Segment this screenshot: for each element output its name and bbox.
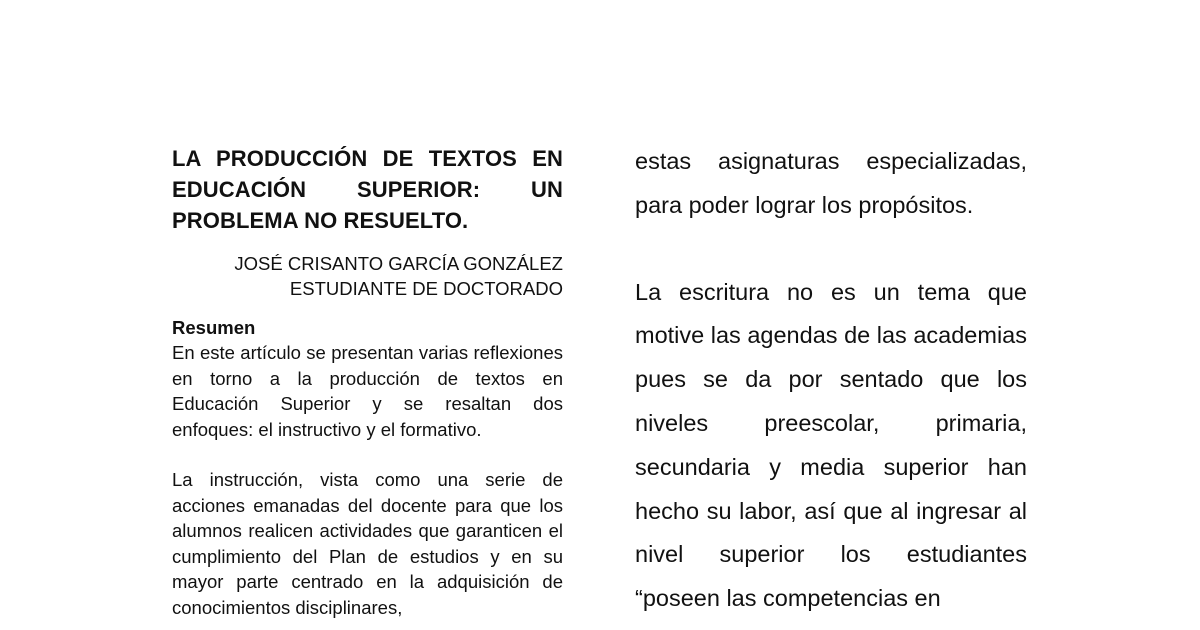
paragraph-spacer [635,228,1027,271]
author-name: JOSÉ CRISANTO GARCÍA GONZÁLEZ [234,253,563,274]
abstract-text: En este artículo se presentan varias reflexiones en torno a la producción de textos en Educación Superior y se resaltan dos enfoques: el instructivo y el formativo. [172,342,563,440]
right-column [635,140,1027,621]
left-paragraph: La instrucción, vista como una serie de acciones emanadas del docente para que los alumnos realicen actividades que garanticen el cumplimiento del Plan de estudios y en su mayor parte centrado en la adquisición de conocimientos disciplinares, [172,469,563,618]
author-block [172,251,563,301]
right-paragraph-2: La escritura no es un tema que motive las agendas de las academias pues se da por sentado que los niveles preescolar, primaria, secundaria y media superior han hecho su labor, así que al ingresar al nivel superior los estudiantes “poseen las competencias en [635,278,1027,612]
left-column [172,143,563,620]
author-role: ESTUDIANTE DE DOCTORADO [289,278,563,299]
abstract-heading: Resumen [172,317,256,338]
article-title: LA PRODUCCIÓN DE TEXTOS EN EDUCACIÓN SUPERIOR: UN PROBLEMA NO RESUELTO. [172,146,563,233]
right-paragraph-1: estas asignaturas especializadas, para poder lograr los propósitos. [635,148,1027,218]
paragraph-spacer [172,442,563,467]
